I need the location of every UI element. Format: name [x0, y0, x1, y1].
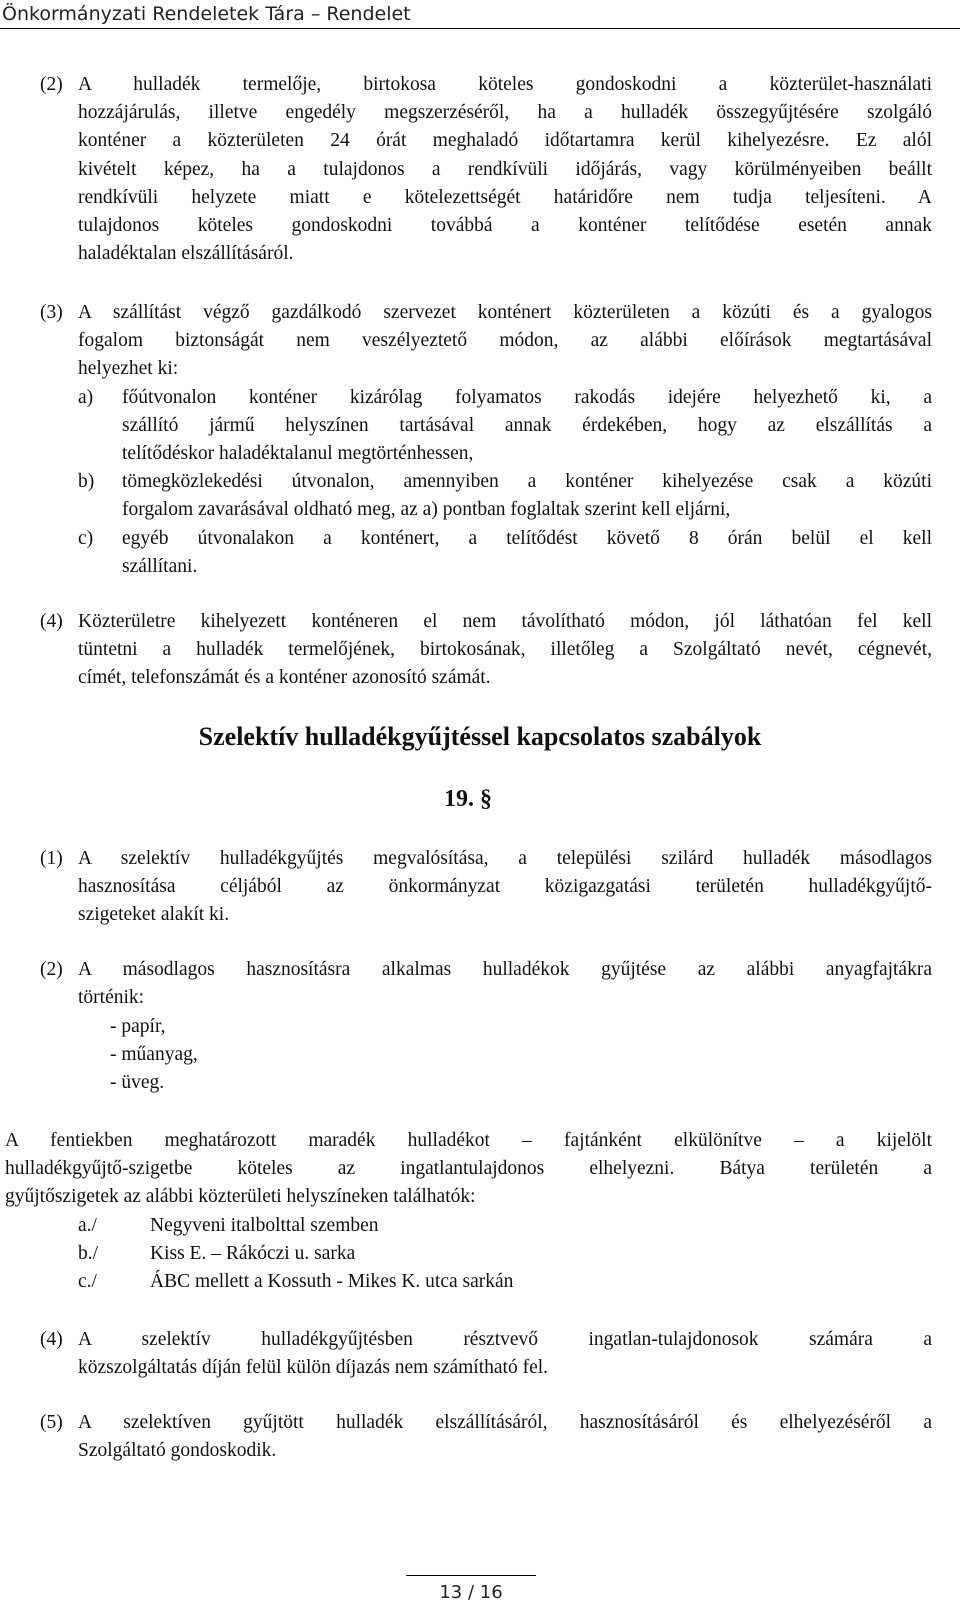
list-item-line: tömegközlekedési útvonalon, amennyiben a konténer kihelyezése csak a közúti: [122, 471, 932, 493]
paragraph-line: Közterületre kihelyezett konténeren el nem távolítható módon, jól láthatóan fel kell: [78, 611, 932, 632]
paragraph-number: (2): [40, 959, 63, 980]
paragraph-number: (3): [40, 302, 63, 323]
list-item-label: b): [78, 471, 95, 493]
paragraph-line: hasznosítása céljából az önkormányzat közigazgatási területén hulladékgyűjtő-: [78, 876, 932, 898]
location-text: ÁBC mellett a Kossuth - Mikes K. utca sarkán: [150, 1271, 514, 1293]
paragraph-line: szigeteket alakít ki.: [78, 904, 230, 926]
list-item-line: főútvonalon konténer kizárólag folyamatos rakodás idejére helyezhető ki, a: [122, 386, 932, 408]
page-header: [0, 0, 960, 29]
paragraph-line: történik:: [78, 987, 145, 1009]
paragraph-line: A szelektív hulladékgyűjtésben résztvevő ingatlan-tulajdonosok számára a: [78, 1329, 932, 1350]
paragraph-line: hulladékgyűjtő-szigetbe köteles az ingatlantulajdonos elhelyezni. Bátya területén a: [5, 1158, 932, 1180]
paragraph-line: A szelektív hulladékgyűjtés megvalósítása, a települési szilárd hulladék másodlagos: [78, 848, 932, 869]
location-label: c./: [78, 1271, 97, 1293]
paragraph-line: helyezhet ki:: [78, 358, 179, 380]
material-list-item: - műanyag,: [110, 1044, 198, 1066]
list-item-line: egyéb útvonalakon a konténert, a telítődést követő 8 órán belül el kell: [122, 527, 932, 549]
paragraph-line: A fentiekben meghatározott maradék hulladékot – fajtánként elkülönítve – a kijelölt: [5, 1130, 932, 1151]
paragraph-line: közszolgáltatás díján felül külön díjazás nem számítható fel.: [78, 1357, 549, 1379]
header-title: Önkormányzati Rendeletek Tára – Rendelet: [2, 3, 411, 25]
paragraph-line: haladéktalan elszállításáról.: [78, 243, 294, 265]
paragraph-line: tulajdonos köteles gondoskodni továbbá a konténer telítődése esetén annak: [78, 215, 932, 236]
material-list-item: - papír,: [110, 1016, 166, 1037]
location-text: Kiss E. – Rákóczi u. sarka: [150, 1243, 356, 1265]
section-number: 19. §: [444, 786, 492, 812]
paragraph-line: konténer a közterületen 24 órát meghaladó időtartamra kerül kihelyezésre. Ez alól: [78, 130, 932, 152]
location-label: a./: [78, 1215, 97, 1236]
paragraph-line: fogalom biztonságát nem veszélyeztető módon, az alábbi előírások megtartásával: [78, 330, 932, 352]
paragraph-number: (4): [40, 611, 63, 632]
paragraph-line: tüntetni a hulladék termelőjének, birtokosának, illetőleg a Szolgáltató nevét, cégnevét,: [78, 639, 932, 661]
paragraph-line: címét, telefonszámát és a konténer azonosító számát.: [78, 667, 491, 689]
section-title: Szelektív hulladékgyűjtéssel kapcsolatos szabályok: [198, 722, 762, 751]
location-label: b./: [78, 1243, 99, 1265]
list-item-label: c): [78, 527, 94, 549]
material-list-item: - üveg.: [110, 1072, 165, 1094]
paragraph-line: A hulladék termelője, birtokosa köteles gondoskodni a közterület-használati: [78, 74, 932, 95]
paragraph-line: A másodlagos hasznosításra alkalmas hulladékok gyűjtése az alábbi anyagfajtákra: [78, 959, 932, 980]
paragraph-number: (5): [40, 1412, 63, 1433]
list-item-label: a): [78, 386, 94, 408]
list-item-line: szállítani.: [122, 555, 198, 577]
paragraph-line: A szelektíven gyűjtött hulladék elszállításáról, hasznosításáról és elhelyezéséről a: [78, 1412, 932, 1433]
page-number: 13 / 16: [439, 1582, 503, 1603]
list-item-line: telítődéskor haladéktalanul megtörténhessen,: [122, 443, 474, 464]
paragraph-line: Szolgáltató gondoskodik.: [78, 1440, 277, 1462]
paragraph-line: rendkívüli helyzete miatt e kötelezettségét határidőre nem tudja teljesíteni. A: [78, 186, 932, 208]
list-item-line: forgalom zavarásával oldható meg, az a) pontban foglaltak szerint kell eljárni,: [122, 499, 731, 521]
location-text: Negyveni italbolttal szemben: [150, 1215, 379, 1236]
paragraph-line: hozzájárulás, illetve engedély megszerzéséről, ha a hulladék összegyűjtésére szolgáló: [78, 102, 932, 124]
list-item-line: szállító jármű helyszínen tartásával annak érdekében, hogy az elszállítás a: [122, 414, 932, 436]
paragraph-line: kivételt képez, ha a tulajdonos a rendkívüli időjárás, vagy körülményeiben beállt: [78, 158, 932, 180]
paragraph-number: (4): [40, 1329, 63, 1350]
paragraph-number: (1): [40, 848, 63, 869]
paragraph-line: gyűjtőszigetek az alábbi közterületi helyszíneken találhatók:: [5, 1186, 476, 1208]
footer-divider: [406, 1575, 536, 1576]
paragraph-line: A szállítást végző gazdálkodó szervezet konténert közterületen a közúti és a gyalogos: [78, 302, 932, 323]
paragraph-number: (2): [40, 74, 63, 95]
